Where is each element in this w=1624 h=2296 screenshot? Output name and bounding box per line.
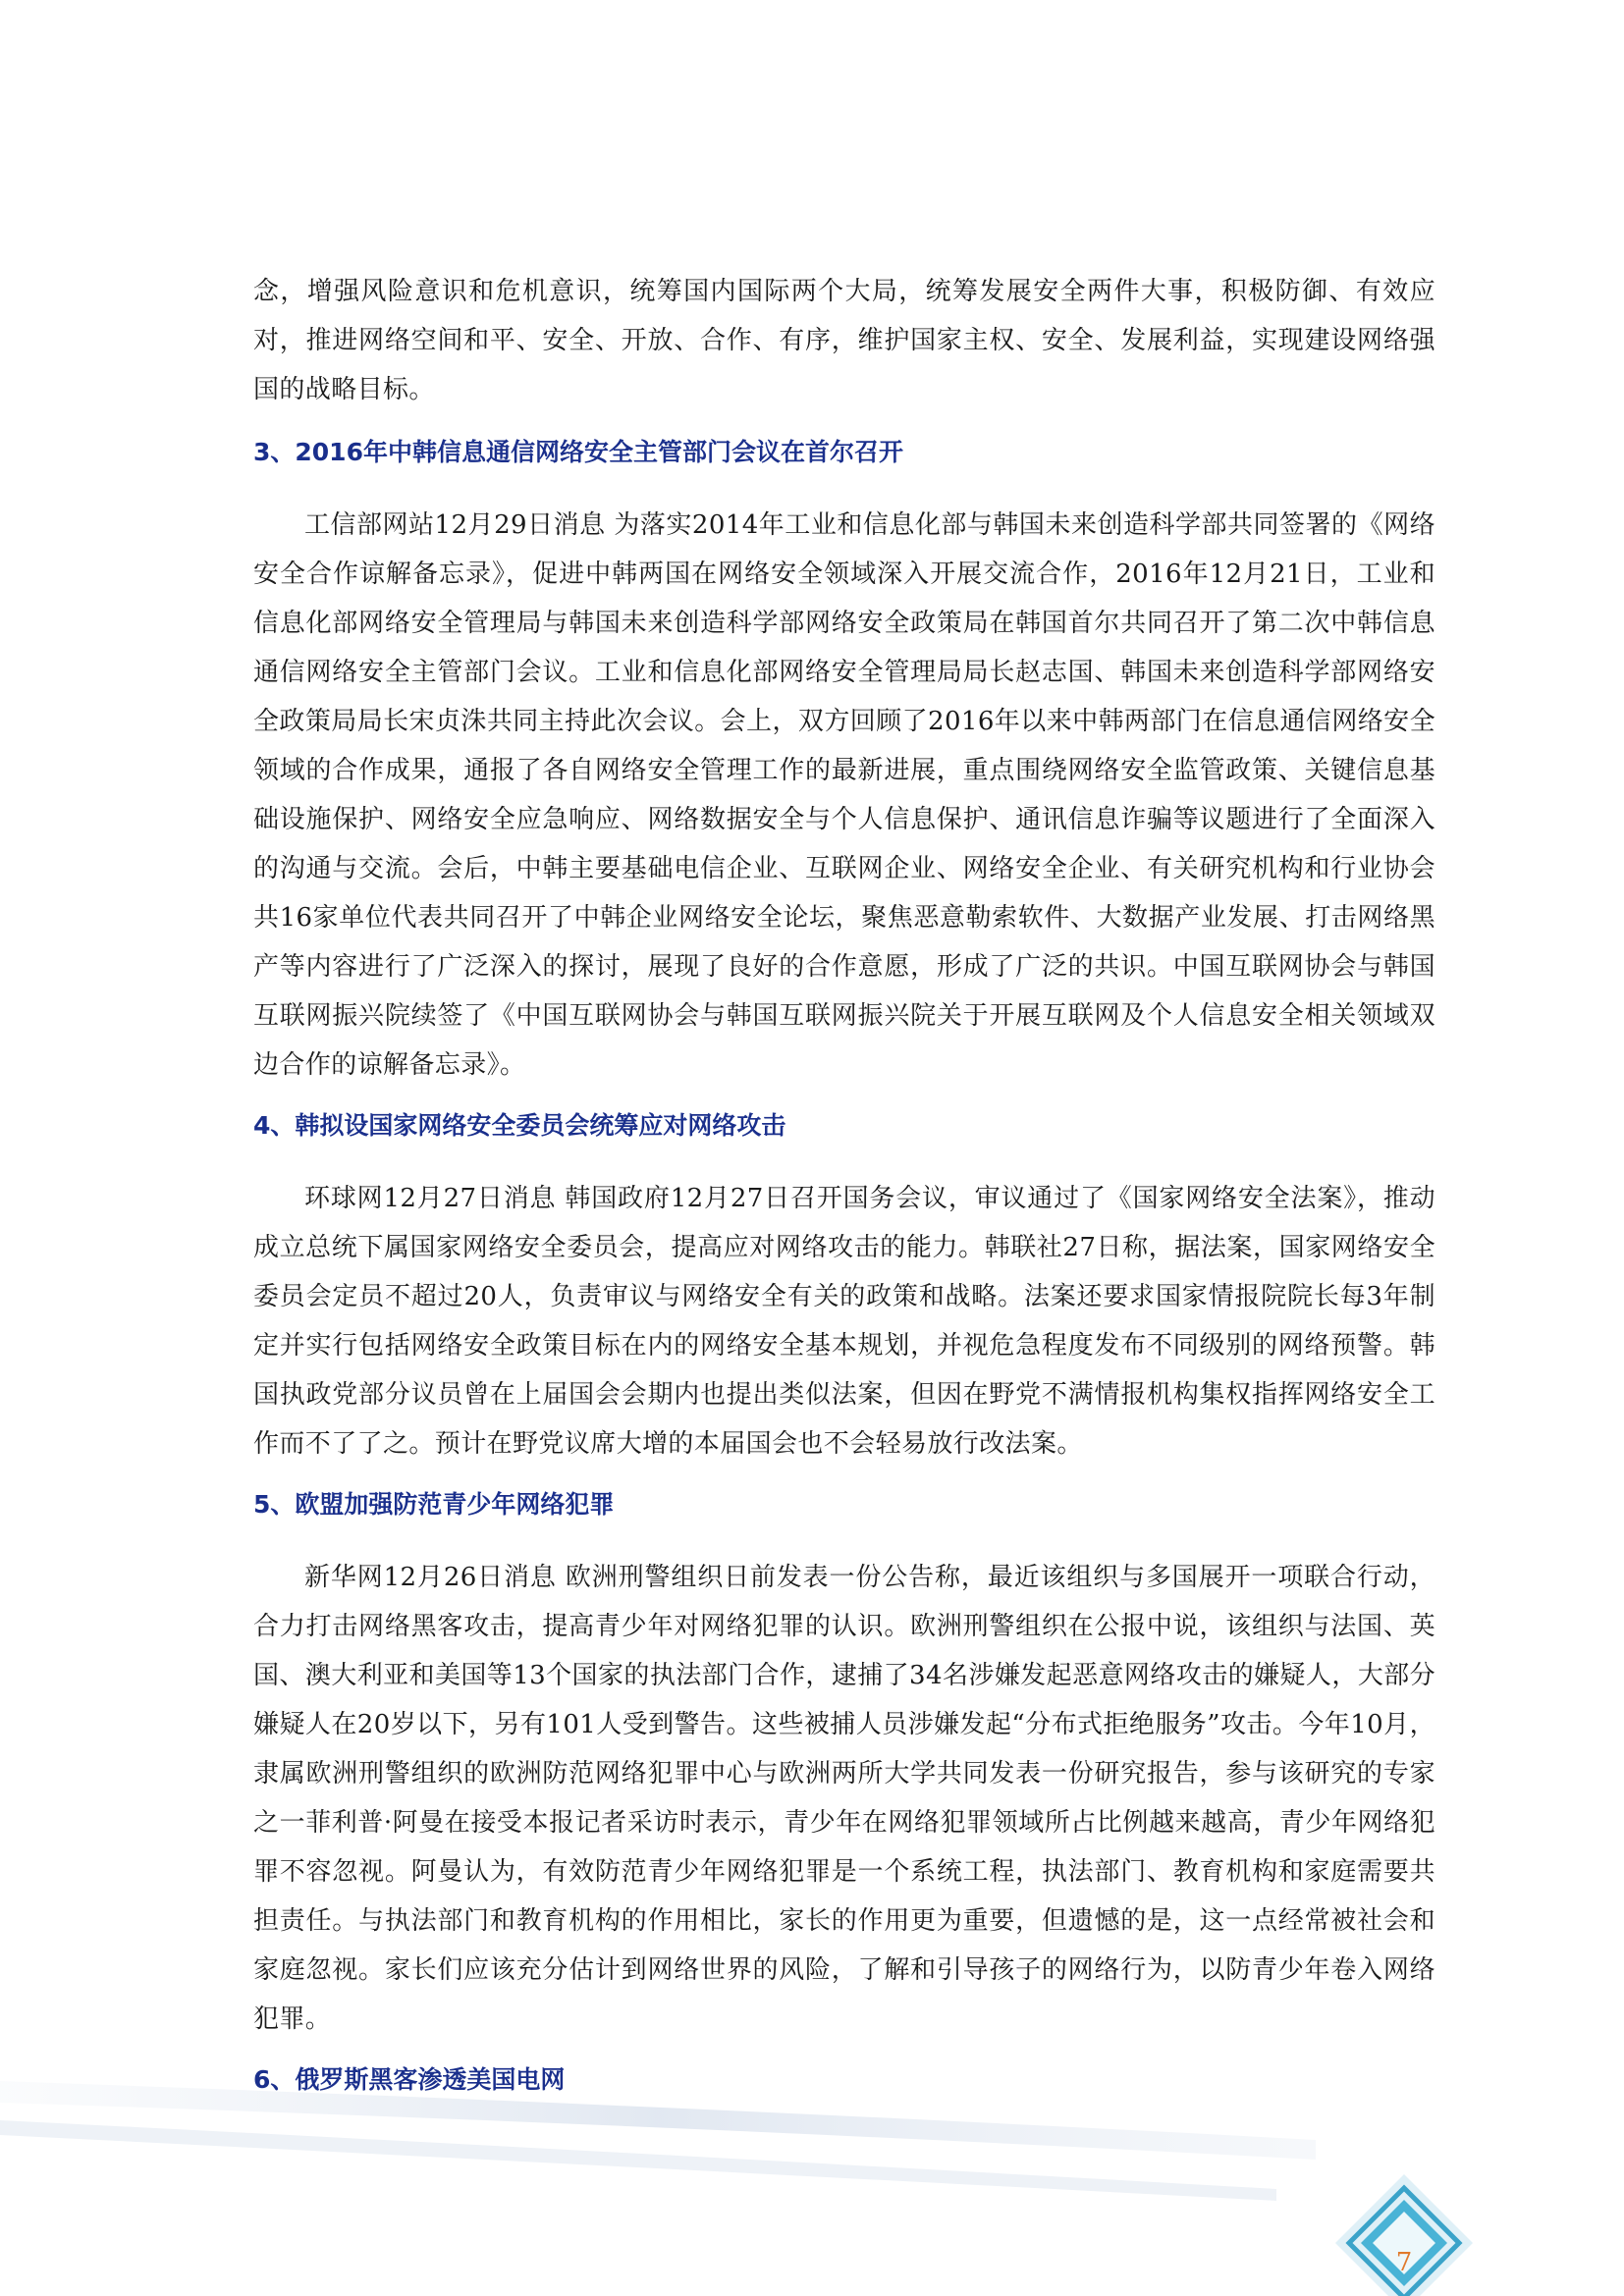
section-heading-3: 3、2016年中韩信息通信网络安全主管部门会议在首尔召开 bbox=[253, 438, 903, 466]
paragraph-section-3: 工信部网站12月29日消息 为落实2014年工业和信息化部与韩国未来创造科学部共同签署的《网络安全合作谅解备忘录》，促进中韩两国在网络安全领域深入开展交流合作，2016年12月21日，工业和信息化部网络安全管理局与韩国未来创造科学部网络安全政策局在韩国首尔共同召开了第二次中韩信息通信网络安全主管部门会议。工业和信息化部网络安全管理局局长赵志国、韩国未来创造科学部网络安全政策局局长宋贞洙共同主持此次会议。会上，双方回顾了2016年以来中韩两部门在信息通信网络安全领域的合作成果，通报了各自网络安全管理工作的最新进展，重点围绕网络安全监管政策、关键信息基础设施保护、网络安全应急响应、网络数据安全与个人信息保护、通讯信息诈骗等议题进行了全面深入的沟通与交流。会后，中韩主要基础电信企业、互联网企业、网络安全企业、有关研究机构和行业协会共16家单位代表共同召开了中韩企业网络安全论坛，聚焦恶意勒索软件、大数据产业发展、打击网络黑产等内容进行了广泛深入的探讨，展现了良好的合作意愿，形成了广泛的共识。中国互联网协会与韩国互联网振兴院续签了《中国互联网协会与韩国互联网振兴院关于开展互联网及个人信息安全相关领域双边合作的谅解备忘录》。 bbox=[253, 510, 1435, 1080]
paragraph-section-4: 环球网12月27日消息 韩国政府12月27日召开国务会议，审议通过了《国家网络安全法案》，推动成立总统下属国家网络安全委员会，提高应对网络攻击的能力。韩联社27日称，据法案，国家网络安全委员会定员不超过20人，负责审议与网络安全有关的政策和战略。法案还要求国家情报院院长每3年制定并实行包括网络安全政策目标在内的网络安全基本规划，并视危急程度发布不同级别的网络预警。韩国执政党部分议员曾在上届国会会期内也提出类似法案，但因在野党不满情报机构集权指挥网络安全工作而不了了之。预计在野党议席大增的本届国会也不会轻易放行改法案。 bbox=[253, 1184, 1435, 1459]
page-number-diamond bbox=[1335, 2174, 1473, 2296]
page-number: 7 bbox=[1395, 2248, 1413, 2277]
document-body bbox=[253, 267, 1435, 2128]
footer-swoosh bbox=[0, 2081, 1316, 2160]
paragraph-section-5: 新华网12月26日消息 欧洲刑警组织日前发表一份公告称，最近该组织与多国展开一项联合行动，合力打击网络黑客攻击，提高青少年对网络犯罪的认识。欧洲刑警组织在公报中说，该组织与法国、英国、澳大利亚和美国等13个国家的执法部门合作，逮捕了34名涉嫌发起恶意网络攻击的嫌疑人，大部分嫌疑人在20岁以下，另有101人受到警告。这些被捕人员涉嫌发起“分布式拒绝服务”攻击。今年10月，隶属欧洲刑警组织的欧洲防范网络犯罪中心与欧洲两所大学共同发表一份研究报告，参与该研究的专家之一菲利普·阿曼在接受本报记者采访时表示，青少年在网络犯罪领域所占比例越来越高，青少年网络犯罪不容忽视。阿曼认为，有效防范青少年网络犯罪是一个系统工程，执法部门、教育机构和家庭需要共担责任。与执法部门和教育机构的作用相比，家长的作用更为重要，但遗憾的是，这一点经常被社会和家庭忽视。家长们应该充分估计到网络世界的风险，了解和引导孩子的网络行为，以防青少年卷入网络犯罪。 bbox=[253, 1563, 1435, 2034]
section-heading-5: 5、欧盟加强防范青少年网络犯罪 bbox=[253, 1490, 615, 1519]
paragraph-continued: 念，增强风险意识和危机意识，统筹国内国际两个大局，统筹发展安全两件大事，积极防御、有效应对，推进网络空间和平、安全、开放、合作、有序，维护国家主权、安全、发展利益，实现建设网络强国的战略目标。 bbox=[253, 277, 1435, 404]
section-heading-4: 4、韩拟设国家网络安全委员会统筹应对网络攻击 bbox=[253, 1111, 786, 1140]
section-heading-6: 6、俄罗斯黑客渗透美国电网 bbox=[253, 2065, 566, 2094]
